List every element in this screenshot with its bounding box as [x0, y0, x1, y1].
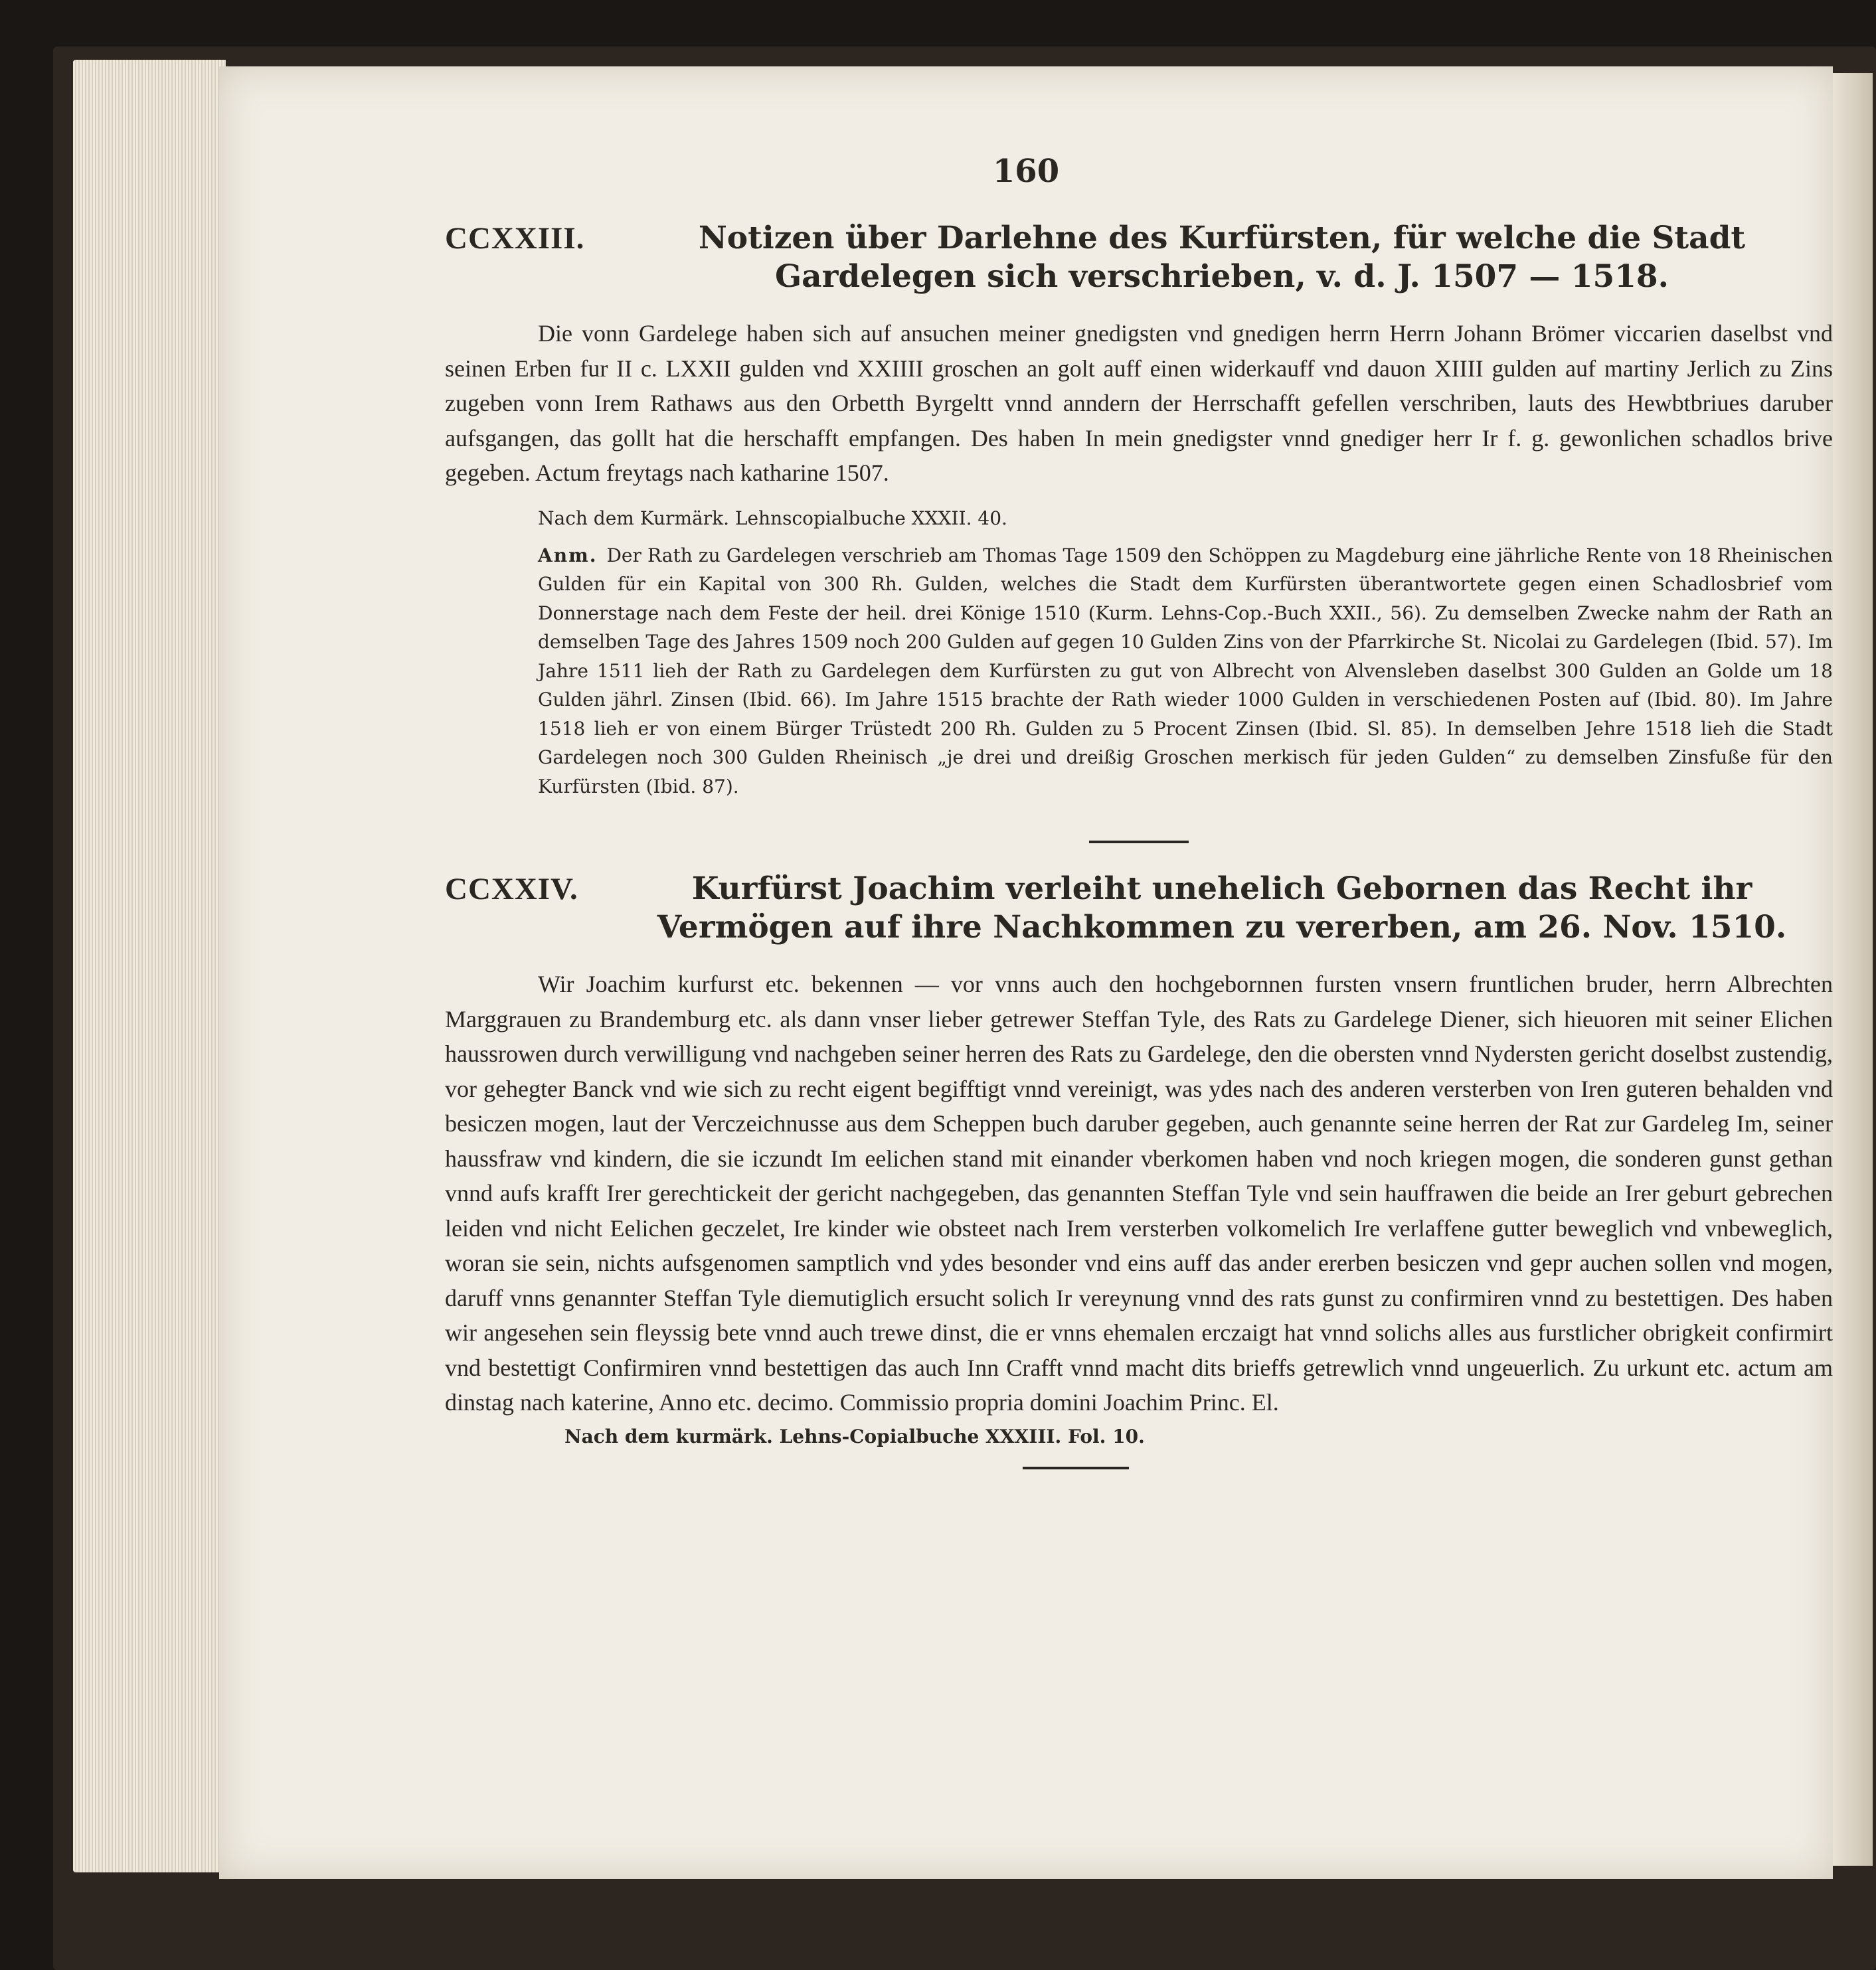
page-content: [445, 219, 1833, 1469]
page-edges: [73, 60, 226, 1872]
document-title: Kurfürst Joachim verleiht unehelich Gebornen das Recht ihr Vermögen auf ihre Nachkommen zu vererben, am 26. Nov. 1510.: [657, 870, 1787, 945]
annotation: [538, 541, 1833, 801]
document-body: Die vonn Gardelege haben sich auf ansuchen meiner gnedigsten vnd gnedigen herrn Herrn Johann Brömer viccarien daselbst vnd seinen Erben fur II c. LXXII gulden vnd XXIIII groschen an golt auff einen widerkauff vnd dauon XIIII gulden auf martiny Jerlich zu Zins zugeben vonn Irem Rathaws aus den Orbetth Byrgeltt vnnd anndern der Herrschafft gefellen verschriben, lauts des Hewbtbriues daruber aufsgangen, das gollt hat die herschafft empfangen. Des haben In mein gnedigster vnnd gnediger herr Ir f. g. gewonlichen schadlos brive gegeben. Actum freytags nach katharine 1507.: [445, 320, 1833, 486]
document-body: Wir Joachim kurfurst etc. bekennen — vor vnns auch den hochgebornnen fursten vnsern fruntlichen bruder, herrn Albrechten Marggrauen zu Brandemburg etc. als dann vnser lieber getrewer Steffan Tyle, des Rats zu Gardelege Diener, sich hieuoren mit seiner Elichen haussrowen durch verwilligung vnd nachgeben seiner herren des Rats zu Gardelege, den die obersten vnnd Nydersten gericht doselbst zustendig, vor gehegter Banck vnd wie sich zu recht eigent begifftigt vnnd vereinigt, was ydes nach des anderen versterben von Iren guteren behalden vnd besiczen mogen, laut der Verczeichnusse aus dem Scheppen buch daruber gegeben, auch genannte seine herren der Rat zur Gardeleg Im, seiner haussfraw vnd kindern, die sie iczundt Im eelichen stand mit einander vberkomen haben vnd noch kriegen mogen, die sonderen gunst gethan vnnd aufs krafft Irer gerechtickeit der gericht nachgegeben, das genannten Steffan Tyle vnd sein hauffrawen die beide an Irer geburt gebrechen leiden vnd nicht Eelichen geczelet, Ire kinder wie obsteet nach Irem versterben volkomelich Ire verlaffene gutter beweglich vnd vnbeweglich, woran sie sein, nichts aufsgenomen samptlich vnd ydes besonder vnd eins auff das ander ererben besiczen vnd gepr auchen sollen vnd mogen, daruff vnns genannter Steffan Tyle diemutiglich ersucht solich Ir vereynung vnnd des rats gunst zu confirmiren vnnd zu bestettigen. Des haben wir angesehen sein fleyssig bete vnnd auch trewe dinst, die er vnns ehemalen erczaigt hat vnnd solichs alles aus furstlicher obrigkeit confirmirt vnd bestettigt Confirmiren vnnd bestettigen das auch Inn Crafft vnnd macht dits brieffs getrewlich vnnd ungeuerlich. Zu urkunt etc. actum am dinstag nach katerine, Anno etc. decimo. Commissio propria domini Joachim Princ. El.: [445, 971, 1833, 1416]
annotation-text: Der Rath zu Gardelegen verschrieb am Thomas Tage 1509 den Schöppen zu Magdeburg eine jährliche Rente von 18 Rheinischen Gulden für ein Kapital von 300 Rh. Gulden, welches die Stadt dem Kurfürsten überantwortete gegen einen Schadlosbrief vom Donnerstage nach dem Feste der heil. drei Könige 1510 (Kurm. Lehns-Cop.-Buch XXII., 56). Zu demselben Zwecke nahm der Rath an demselben Tage des Jahres 1509 noch 200 Gulden auf gegen 10 Gulden Zins von der Pfarrkirche St. Nicolai zu Gardelegen (Ibid. 57). Im Jahre 1511 lieh der Rath zu Gardelegen dem Kurfürsten zu gut von Albrecht von Alvensleben daselbst 300 Gulden an Golde um 18 Gulden jährl. Zinsen (Ibid. 66). Im Jahre 1515 brachte der Rath wieder 1000 Gulden in verschiedenen Posten auf (Ibid. 80). Im Jahre 1518 lieh er von einem Bürger Trüstedt 200 Rh. Gulden zu 5 Procent Zinsen (Ibid. Sl. 85). In demselben Jehre 1518 lieh die Stadt Gardelegen noch 300 Gulden Rheinisch „je drei und dreißig Groschen merkisch für jeden Gulden“ zu demselben Zinsfuße für den Kurfürsten (Ibid. 87).: [538, 544, 1833, 797]
document-heading-223: [445, 219, 1833, 296]
document-heading-224: [445, 870, 1833, 947]
section-divider: [1089, 841, 1189, 843]
document-number: CCXXIII.: [445, 221, 585, 256]
book-page: [219, 66, 1833, 1879]
document-number: CCXXIV.: [445, 872, 578, 906]
page-number: 160: [992, 153, 1060, 190]
page-right-edge: [1833, 73, 1873, 1866]
end-divider: [1023, 1467, 1129, 1469]
source-citation: Nach dem kurmärk. Lehns-Copialbuche XXXIII. Fol. 10.: [564, 1425, 1145, 1447]
source-citation: Nach dem Kurmärk. Lehnscopialbuche XXXII. 40.: [538, 507, 1007, 529]
document-title: Notizen über Darlehne des Kurfürsten, für welche die Stadt Gardelegen sich verschrieben, v. d. J. 1507 — 1518.: [698, 220, 1746, 295]
annotation-label: Anm.: [538, 544, 598, 566]
